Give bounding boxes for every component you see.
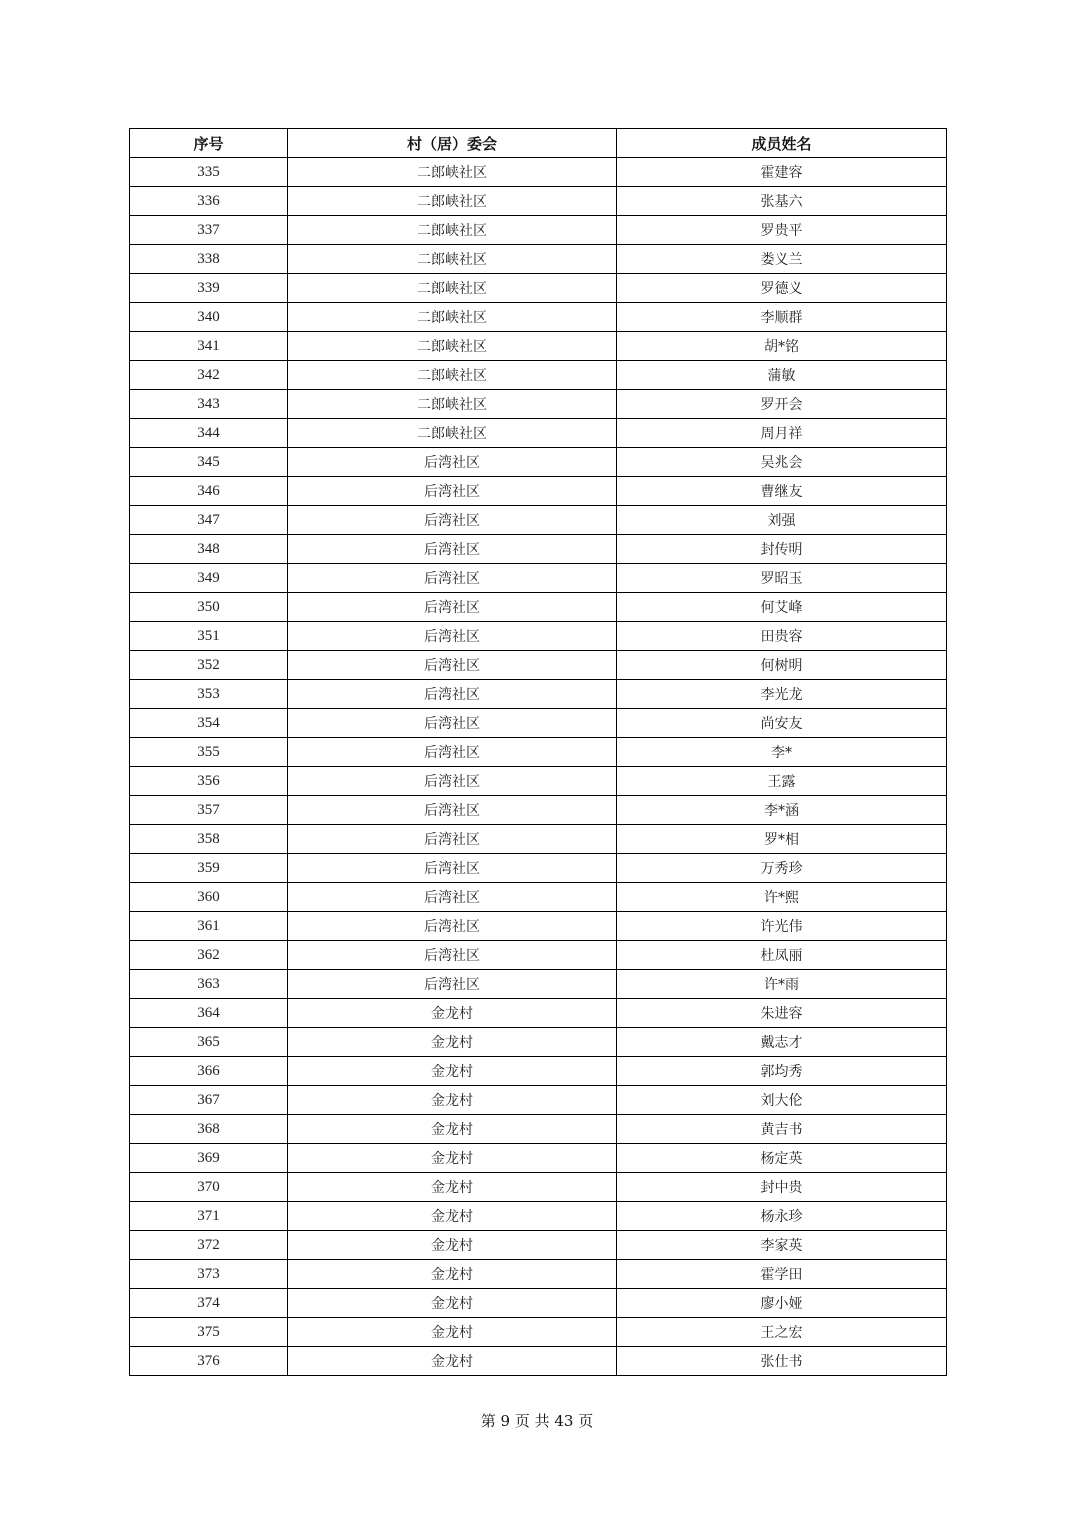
table-row (130, 709, 947, 738)
table-row (130, 1231, 947, 1260)
cell-member-name: 许*雨 (617, 970, 947, 999)
cell-member-name: 封中贵 (617, 1173, 947, 1202)
cell-member-name: 李光龙 (617, 680, 947, 709)
table-row (130, 564, 947, 593)
table-row (130, 506, 947, 535)
cell-committee: 后湾社区 (288, 767, 617, 796)
cell-seq: 368 (130, 1115, 288, 1144)
table-row (130, 651, 947, 680)
cell-committee: 二郎峡社区 (288, 274, 617, 303)
cell-member-name: 李*涵 (617, 796, 947, 825)
cell-committee: 后湾社区 (288, 593, 617, 622)
header-committee: 村（居）委会 (288, 129, 617, 158)
cell-member-name: 戴志才 (617, 1028, 947, 1057)
cell-seq: 355 (130, 738, 288, 767)
cell-committee: 后湾社区 (288, 796, 617, 825)
cell-member-name: 王之宏 (617, 1318, 947, 1347)
table-row (130, 1173, 947, 1202)
cell-seq: 365 (130, 1028, 288, 1057)
cell-committee: 二郎峡社区 (288, 361, 617, 390)
cell-member-name: 田贵容 (617, 622, 947, 651)
table-row (130, 245, 947, 274)
header-seq: 序号 (130, 129, 288, 158)
table-row (130, 912, 947, 941)
cell-committee: 二郎峡社区 (288, 187, 617, 216)
table-row (130, 361, 947, 390)
table-row (130, 187, 947, 216)
table-row (130, 535, 947, 564)
cell-seq: 343 (130, 390, 288, 419)
cell-committee: 二郎峡社区 (288, 216, 617, 245)
cell-committee: 二郎峡社区 (288, 303, 617, 332)
cell-member-name: 罗贵平 (617, 216, 947, 245)
cell-committee: 金龙村 (288, 999, 617, 1028)
cell-member-name: 朱进容 (617, 999, 947, 1028)
table-row (130, 1202, 947, 1231)
cell-member-name: 何艾峰 (617, 593, 947, 622)
cell-member-name: 许*熙 (617, 883, 947, 912)
cell-member-name: 杜凤丽 (617, 941, 947, 970)
table-row (130, 854, 947, 883)
cell-seq: 346 (130, 477, 288, 506)
cell-member-name: 尚安友 (617, 709, 947, 738)
cell-seq: 341 (130, 332, 288, 361)
cell-member-name: 胡*铭 (617, 332, 947, 361)
cell-committee: 金龙村 (288, 1115, 617, 1144)
cell-member-name: 娄义兰 (617, 245, 947, 274)
cell-member-name: 何树明 (617, 651, 947, 680)
cell-seq: 342 (130, 361, 288, 390)
cell-committee: 金龙村 (288, 1231, 617, 1260)
table-row (130, 1057, 947, 1086)
table-row (130, 216, 947, 245)
cell-seq: 353 (130, 680, 288, 709)
table-row (130, 158, 947, 187)
table-row (130, 274, 947, 303)
cell-seq: 339 (130, 274, 288, 303)
cell-committee: 金龙村 (288, 1289, 617, 1318)
table-row (130, 419, 947, 448)
table-row (130, 1289, 947, 1318)
cell-member-name: 蒲敏 (617, 361, 947, 390)
table-row (130, 999, 947, 1028)
cell-member-name: 杨永珍 (617, 1202, 947, 1231)
cell-member-name: 罗昭玉 (617, 564, 947, 593)
table-row (130, 680, 947, 709)
cell-seq: 358 (130, 825, 288, 854)
cell-committee: 二郎峡社区 (288, 158, 617, 187)
cell-committee: 后湾社区 (288, 883, 617, 912)
table-row (130, 390, 947, 419)
cell-member-name: 黄吉书 (617, 1115, 947, 1144)
cell-committee: 金龙村 (288, 1028, 617, 1057)
cell-seq: 373 (130, 1260, 288, 1289)
cell-seq: 367 (130, 1086, 288, 1115)
cell-committee: 金龙村 (288, 1202, 617, 1231)
cell-member-name: 李家英 (617, 1231, 947, 1260)
cell-committee: 后湾社区 (288, 825, 617, 854)
table-row (130, 883, 947, 912)
cell-member-name: 罗开会 (617, 390, 947, 419)
cell-committee: 后湾社区 (288, 680, 617, 709)
cell-seq: 345 (130, 448, 288, 477)
table-row (130, 1144, 947, 1173)
table-row (130, 593, 947, 622)
table-row (130, 1318, 947, 1347)
cell-seq: 348 (130, 535, 288, 564)
cell-committee: 金龙村 (288, 1318, 617, 1347)
cell-member-name: 罗德义 (617, 274, 947, 303)
cell-seq: 363 (130, 970, 288, 999)
cell-committee: 二郎峡社区 (288, 419, 617, 448)
cell-member-name: 王露 (617, 767, 947, 796)
table-row (130, 796, 947, 825)
cell-committee: 二郎峡社区 (288, 245, 617, 274)
cell-member-name: 曹继友 (617, 477, 947, 506)
cell-member-name: 郭均秀 (617, 1057, 947, 1086)
cell-seq: 349 (130, 564, 288, 593)
cell-seq: 359 (130, 854, 288, 883)
table-row (130, 1086, 947, 1115)
cell-committee: 后湾社区 (288, 506, 617, 535)
cell-seq: 356 (130, 767, 288, 796)
cell-seq: 366 (130, 1057, 288, 1086)
table-row (130, 332, 947, 361)
table-row (130, 477, 947, 506)
cell-seq: 336 (130, 187, 288, 216)
header-member-name: 成员姓名 (617, 129, 947, 158)
cell-committee: 后湾社区 (288, 709, 617, 738)
cell-committee: 金龙村 (288, 1347, 617, 1376)
cell-seq: 375 (130, 1318, 288, 1347)
table-row (130, 303, 947, 332)
cell-seq: 364 (130, 999, 288, 1028)
cell-member-name: 李* (617, 738, 947, 767)
cell-committee: 金龙村 (288, 1057, 617, 1086)
page-number-footer: 第 9 页 共 43 页 (480, 1412, 594, 1430)
cell-committee: 后湾社区 (288, 448, 617, 477)
cell-member-name: 封传明 (617, 535, 947, 564)
cell-seq: 350 (130, 593, 288, 622)
cell-member-name: 张仕书 (617, 1347, 947, 1376)
cell-committee: 金龙村 (288, 1260, 617, 1289)
cell-committee: 后湾社区 (288, 941, 617, 970)
cell-seq: 362 (130, 941, 288, 970)
cell-seq: 357 (130, 796, 288, 825)
cell-member-name: 周月祥 (617, 419, 947, 448)
cell-member-name: 张基六 (617, 187, 947, 216)
cell-committee: 后湾社区 (288, 564, 617, 593)
table-row (130, 1260, 947, 1289)
table-row (130, 1347, 947, 1376)
cell-member-name: 刘强 (617, 506, 947, 535)
cell-member-name: 罗*相 (617, 825, 947, 854)
cell-seq: 340 (130, 303, 288, 332)
table-row (130, 767, 947, 796)
cell-committee: 后湾社区 (288, 970, 617, 999)
cell-seq: 374 (130, 1289, 288, 1318)
cell-seq: 335 (130, 158, 288, 187)
cell-seq: 351 (130, 622, 288, 651)
cell-member-name: 霍建容 (617, 158, 947, 187)
table-row (130, 622, 947, 651)
cell-seq: 372 (130, 1231, 288, 1260)
table-row (130, 825, 947, 854)
cell-member-name: 廖小娅 (617, 1289, 947, 1318)
cell-committee: 金龙村 (288, 1086, 617, 1115)
cell-committee: 二郎峡社区 (288, 390, 617, 419)
cell-committee: 金龙村 (288, 1173, 617, 1202)
cell-member-name: 许光伟 (617, 912, 947, 941)
cell-seq: 338 (130, 245, 288, 274)
cell-committee: 后湾社区 (288, 738, 617, 767)
cell-seq: 376 (130, 1347, 288, 1376)
cell-committee: 后湾社区 (288, 535, 617, 564)
cell-seq: 347 (130, 506, 288, 535)
table-row (130, 1028, 947, 1057)
member-table (129, 128, 947, 1376)
cell-committee: 后湾社区 (288, 854, 617, 883)
cell-seq: 352 (130, 651, 288, 680)
cell-member-name: 霍学田 (617, 1260, 947, 1289)
table-row (130, 1115, 947, 1144)
cell-member-name: 杨定英 (617, 1144, 947, 1173)
cell-seq: 360 (130, 883, 288, 912)
cell-seq: 361 (130, 912, 288, 941)
table-row (130, 941, 947, 970)
cell-seq: 371 (130, 1202, 288, 1231)
table-row (130, 448, 947, 477)
cell-committee: 金龙村 (288, 1144, 617, 1173)
cell-committee: 后湾社区 (288, 622, 617, 651)
cell-member-name: 万秀珍 (617, 854, 947, 883)
table-header-row (130, 129, 947, 158)
cell-committee: 后湾社区 (288, 477, 617, 506)
cell-seq: 369 (130, 1144, 288, 1173)
table-body (130, 158, 947, 1376)
cell-member-name: 刘大伦 (617, 1086, 947, 1115)
cell-seq: 354 (130, 709, 288, 738)
cell-committee: 二郎峡社区 (288, 332, 617, 361)
cell-committee: 后湾社区 (288, 912, 617, 941)
cell-seq: 344 (130, 419, 288, 448)
cell-seq: 337 (130, 216, 288, 245)
table-row (130, 970, 947, 999)
cell-member-name: 李顺群 (617, 303, 947, 332)
table-row (130, 738, 947, 767)
cell-member-name: 吴兆会 (617, 448, 947, 477)
cell-seq: 370 (130, 1173, 288, 1202)
cell-committee: 后湾社区 (288, 651, 617, 680)
